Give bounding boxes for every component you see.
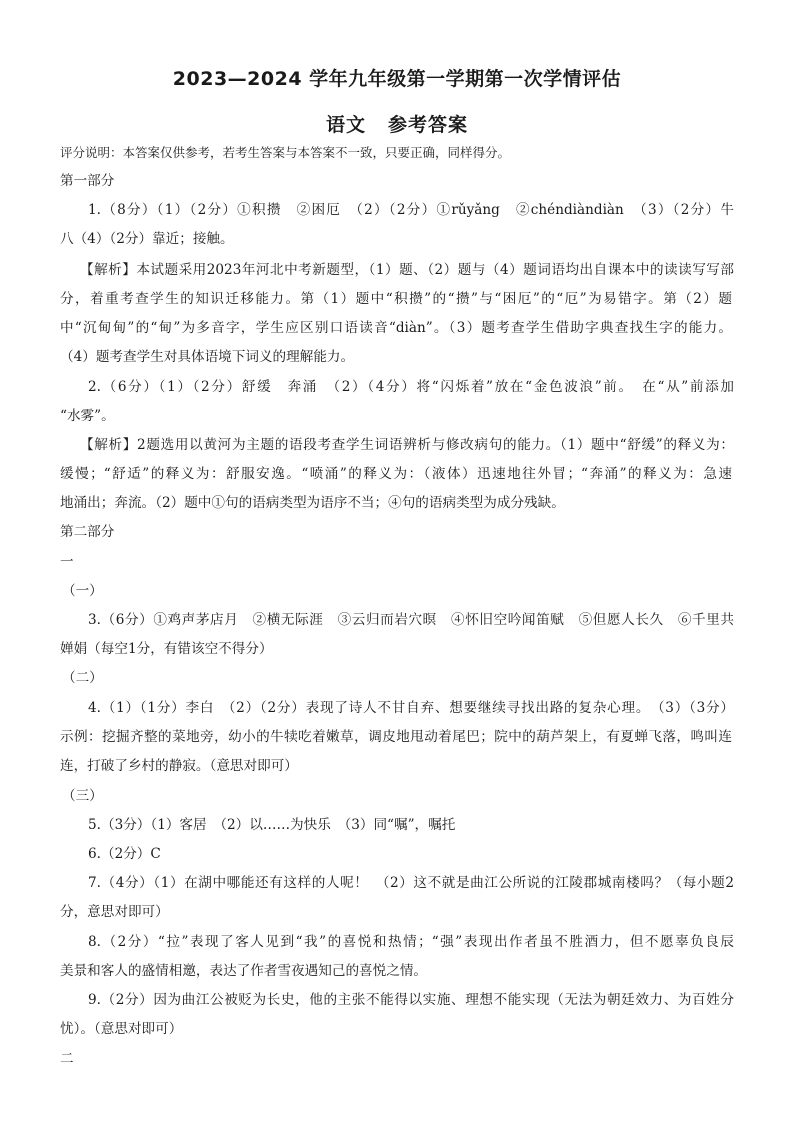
page-title: 2023—2024 学年九年级第一学期第一次学情评估 (172, 68, 622, 90)
analysis-line: 缓慢；“舒适”的释义为：舒服安逸。“喷涌”的释义为：（液体）迅速地往外冒；“奔涌”的释义为：急速 (60, 466, 732, 482)
answer-line: 连，打破了乡村的静寂。（意思对即可） (60, 758, 298, 774)
section-heading: 第一部分 (60, 173, 115, 189)
answer-line: 1.（8分）（1）（2分）①积攒 ②困厄 （2）（2分）①rǔyǎng ②chéndiàndiàn （3）（2分）牛 (88, 202, 734, 218)
analysis-line: （4）题考查学生对具体语境下词义的理解能力。 (60, 349, 355, 365)
subject-label: 语文 (325, 114, 366, 136)
answer-line: 3.（6分）①鸡声茅店月 ②横无际涯 ③云归而岩穴暝 ④怀旧空吟闻笛赋 ⑤但愿人长久 ⑥千里共 (88, 612, 734, 628)
answer-line: “水雾”。 (60, 408, 115, 424)
scoring-note: 评分说明：本答案仅供参考，若考生答案与本答案不一致，只要正确，同样得分。 (60, 145, 511, 160)
subsection-heading: 一 (60, 554, 74, 570)
answer-line: 婵娟（每空1分，有错该空不得分） (60, 641, 273, 657)
answer-line: 6.（2分）C (88, 846, 161, 862)
answer-line: 忧）。（意思对即可） (60, 1021, 183, 1037)
answer-line: 美景和客人的盛情相邀，表达了作者雪夜遇知己的喜悦之情。 (60, 963, 428, 979)
subsection-heading: （一） (62, 583, 103, 599)
answer-label: 参考答案 (388, 114, 469, 136)
subsection-heading: 二 (60, 1051, 74, 1067)
analysis-line: 【解析】2题选用以黄河为主题的语段考查学生词语辨析与修改病句的能力。（1）题中“舒缓”的释义为： (80, 437, 734, 453)
answer-line: 八（4）（2分）靠近；接触。 (60, 231, 234, 247)
answer-line: 2.（6分）（1）（2分）舒缓 奔涌 （2）（4分）将“闪烁着”放在“金色波浪”前。 在“从”前添加 (88, 379, 734, 395)
answer-line: 示例：挖掘齐整的菜地旁，幼小的牛犊吃着嫩草，调皮地甩动着尾巴；院中的葫芦架上，有夏蝉飞落，鸣叫连 (60, 729, 732, 745)
answer-line: 5.（3分）（1）客居 （2）以……为快乐 （3）同“嘱”，嘱托 (88, 817, 456, 833)
analysis-line: 分，着重考查学生的知识迁移能力。第（1）题中“积攒”的“攒”与“困厄”的“厄”为易错字。第（2）题 (60, 291, 732, 307)
answer-line: 9.（2分）因为曲江公被贬为长史，他的主张不能得以实施、理想不能实现（无法为朝廷效力、为百姓分 (88, 992, 734, 1008)
analysis-line: 地涌出；奔流。（2）题中①句的语病类型为语序不当；④句的语病类型为成分残缺。 (60, 495, 565, 511)
answer-line: 7.（4分）（1）在湖中哪能还有这样的人呢！ （2）这不就是曲江公所说的江陵郡城南楼吗？（每小题2 (88, 875, 734, 891)
answer-line: 分，意思对即可） (60, 904, 169, 920)
analysis-line: 中“沉甸甸”的“甸”为多音字，学生应区别口语读音“diàn”。（3）题考查学生借助字典查找生字的能力。 (60, 320, 732, 336)
section-heading: 第二部分 (60, 524, 115, 540)
subsection-heading: （三） (62, 788, 103, 804)
subsection-heading: （二） (62, 670, 103, 686)
answer-line: 8.（2分）“拉”表现了客人见到“我”的喜悦和热情；“强”表现出作者虽不胜酒力，但不愿辜负良辰 (88, 934, 734, 950)
analysis-line: 【解析】本试题采用2023年河北中考新题型，（1）题、（2）题与（4）题词语均出自课本中的读读写写部 (80, 262, 734, 278)
page-subtitle (0, 110, 794, 137)
answer-line: 4.（1）（1分）李白 （2）（2分）表现了诗人不甘自弃、想要继续寻找出路的复杂心理。 （3）（3分） (88, 700, 734, 716)
